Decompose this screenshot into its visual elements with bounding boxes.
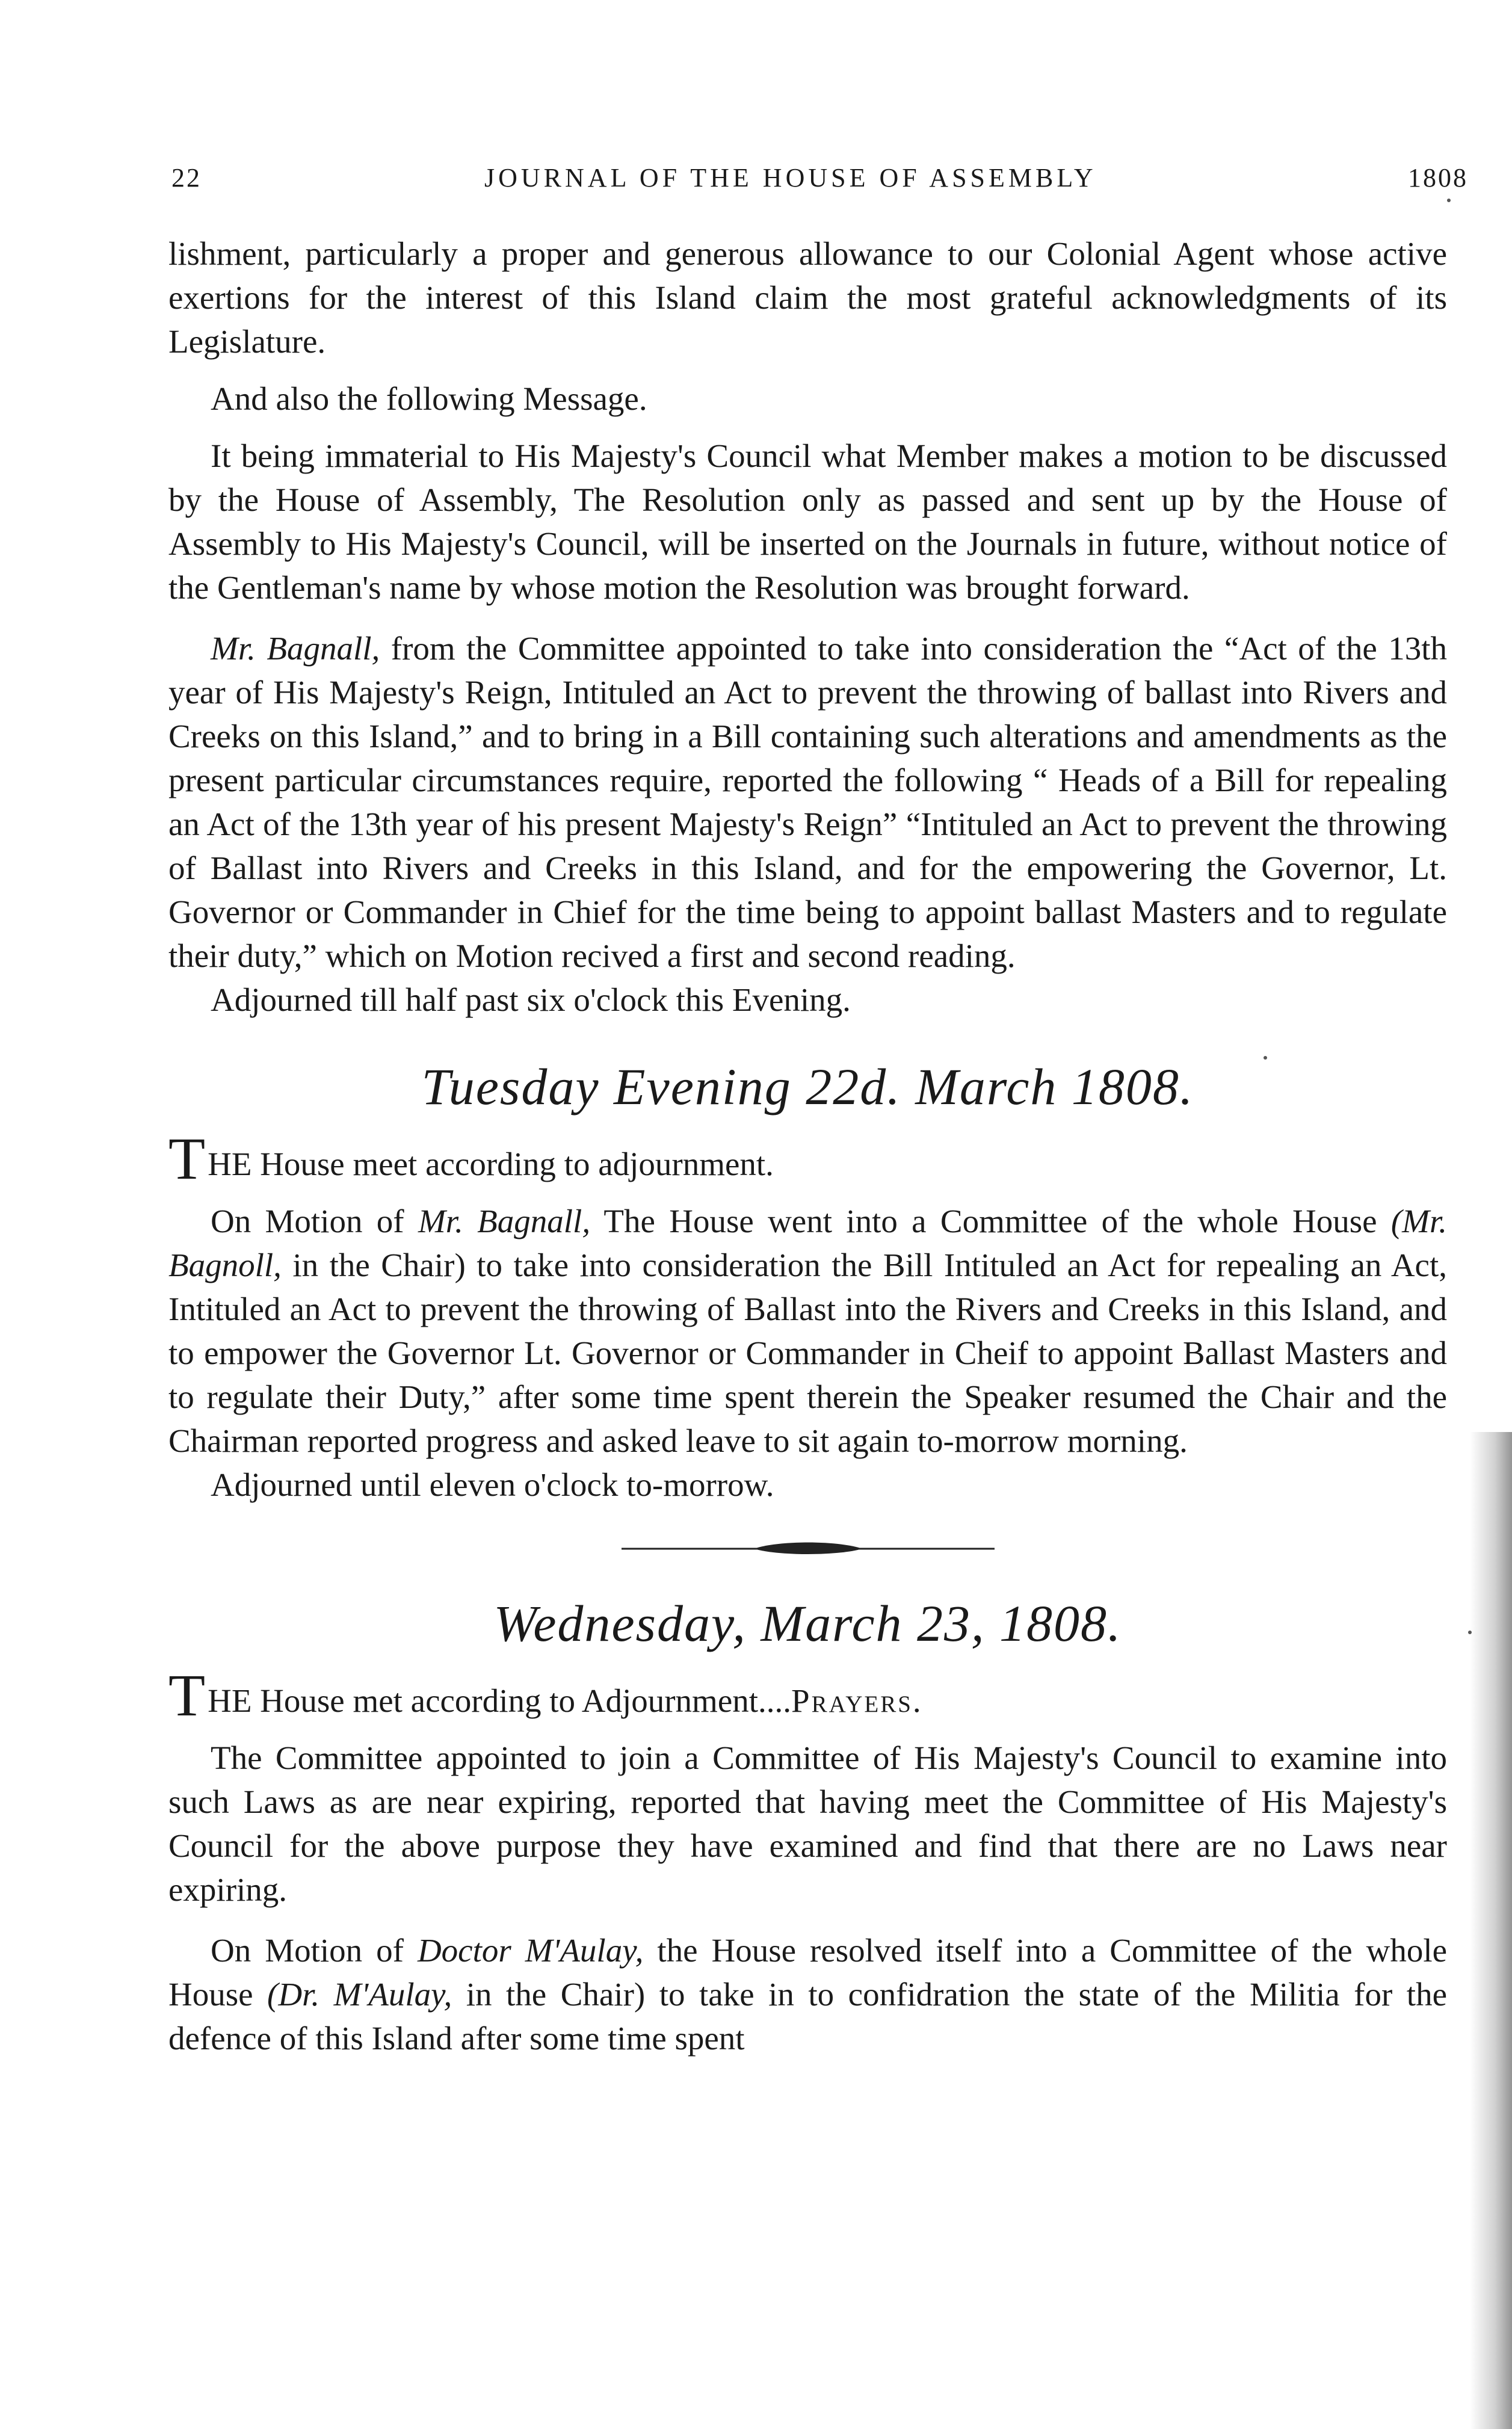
motion-lead: On Motion of — [211, 1932, 404, 1969]
section-heading-wednesday: Wednesday, March 23, 1808. — [493, 1594, 1122, 1652]
member-name: Doctor M'Aulay, — [417, 1932, 644, 1969]
prayers-label: Prayers. — [791, 1682, 923, 1719]
chair-name: (Dr. M'Aulay, — [267, 1976, 452, 2013]
paragraph-committee-report — [168, 626, 1447, 978]
paragraph-council-message: It being immaterial to His Majesty's Council what Member makes a motion to be discussed by the House of Assembly, The Resolution only as passed and sent up by the House of Assembly to His Majesty's Council, will be inserted on the Journals in future, without notice of the Gentleman's name by whose motion the Resolution was brought forward. — [168, 437, 1447, 606]
rule-flourish — [754, 1543, 862, 1555]
page-body — [168, 232, 1447, 2060]
header-year: 1808 — [1408, 163, 1468, 193]
paragraph-adjournment-evening: Adjourned until eleven o'clock to-morrow. — [211, 1466, 774, 1503]
drop-cap: T — [168, 1662, 206, 1729]
running-header — [171, 162, 1483, 205]
section-opening-wednesday — [168, 1662, 1447, 1729]
paragraph-motion-bagnall — [168, 1199, 1447, 1463]
ornamental-rule — [616, 1537, 1001, 1558]
paragraph-adjournment: Adjourned till half past six o'clock this Evening. — [211, 981, 851, 1018]
drop-cap: T — [168, 1125, 206, 1192]
motion-rest: in the Chair) to take in to confidration the state of the Militia for the defence of this Island after some time spent — [168, 1976, 1447, 2057]
report-text: from the Committee appointed to take into consideration the “Act of the 13th year of His Majesty's Reign, Intituled an Act to prevent the throwing of ballast into Rivers and Creeks on this Island,” and to bring in a Bill containing such alterations and amendments as the present particular circumstances require, reported the following “ Heads of a Bill for repealing an Act of the 13th year of his present Majesty's Reign” “Intituled an Act to prevent the throwing of Ballast into Rivers and Creeks in this Island, and for the empowering the Governor, Lt. Governor or Commander in Chief for the time being to appoint ballast Masters and to regulate their duty,” which on Motion recived a first and second reading. — [168, 630, 1447, 974]
page-number: 22 — [171, 163, 202, 193]
member-name: Mr. Bagnall, — [418, 1203, 591, 1239]
paragraph-message-intro: And also the following Message. — [211, 380, 647, 417]
chair-name: (Mr. Bagnoll, — [168, 1203, 1448, 1283]
opening-text: HE House meet according to adjournment. — [208, 1146, 774, 1182]
motion-lead: On Motion of — [211, 1203, 404, 1239]
paragraph-militia-motion — [168, 1928, 1447, 2060]
section-opening-tuesday — [168, 1125, 1447, 1192]
paper-speck — [1468, 1631, 1472, 1634]
member-name: Mr. Bagnall, — [211, 630, 380, 667]
paper-speck — [1447, 199, 1451, 202]
page-edge-shadow — [1470, 1432, 1512, 2429]
motion-text: the House resolved itself into a Committee of the whole House — [168, 1932, 1448, 2013]
running-title: JOURNAL OF THE HOUSE OF ASSEMBLY — [484, 163, 1097, 193]
paragraph-continuation: lishment, particularly a proper and generous allowance to our Colonial Agent whose active exertions for the interest of this Island claim the most grateful acknowledgments of its Legislature. — [168, 235, 1447, 360]
paper-speck — [1264, 1056, 1267, 1060]
opening-text: HE House met according to Adjournment.... — [208, 1682, 792, 1719]
motion-rest: in the Chair) to take into consideration the Bill Intituled an Act for repealing an Act, Intituled an Act to prevent the throwing of Ballast into the Rivers and Creeks in this Island, and to empower the Governor Lt. Governor or Commander in Cheif to appoint Ballast Masters and to regulate their Duty,” after some time spent therein the Speaker resumed the Chair and the Chairman reported progress and asked leave to sit again to-morrow morning. — [168, 1247, 1447, 1459]
paragraph-laws-committee: The Committee appointed to join a Committee of His Majesty's Council to examine into such Laws as are near expiring, reported that having meet the Committee of His Majesty's Council for the above purpose they have examined and find that there are no Laws near expiring. — [168, 1739, 1447, 1908]
section-heading-tuesday: Tuesday Evening 22d. March 1808. — [421, 1058, 1194, 1116]
motion-text: The House went into a Committee of the whole House — [603, 1203, 1377, 1239]
